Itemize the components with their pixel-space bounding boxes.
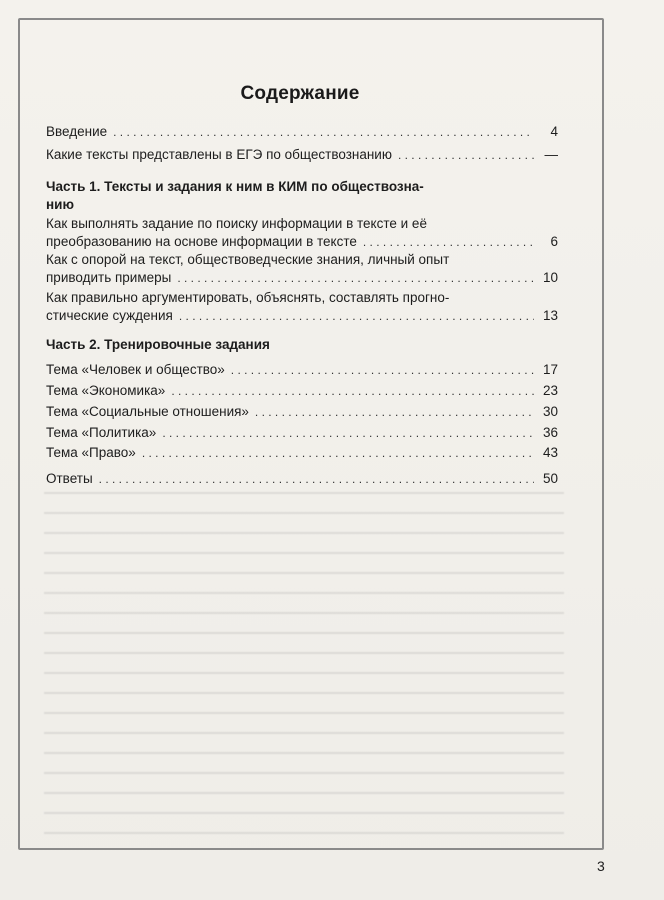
dot-leader — [162, 424, 534, 442]
toc-entry-texts-in-ege[interactable] — [46, 146, 558, 164]
toc-entry-page: 13 — [542, 308, 558, 323]
toc-entry-introduction[interactable] — [46, 123, 558, 141]
dot-leader — [179, 307, 534, 325]
dot-leader — [363, 233, 534, 251]
toc-entry-page: 50 — [542, 471, 558, 486]
toc-entry-page: 4 — [550, 124, 558, 139]
toc-entry-topic-social-relations[interactable] — [46, 403, 558, 421]
toc-entry-info-search[interactable] — [46, 215, 558, 251]
section-heading-part2: Часть 2. Тренировочные задания — [46, 337, 270, 352]
section-heading-part1 — [46, 178, 558, 214]
toc-entry-label: Ответы — [46, 471, 93, 486]
toc-entry-page: 43 — [542, 445, 558, 460]
toc-entry-topic-person-society[interactable] — [46, 361, 558, 379]
dot-leader — [231, 361, 534, 379]
dot-leader — [398, 146, 534, 164]
toc-entry-label: Как правильно аргументировать, объяснять, составлять прогно- — [46, 290, 450, 305]
toc-entry-examples[interactable] — [46, 251, 558, 287]
page-title: Содержание — [240, 83, 360, 104]
toc-entry-argumentation[interactable] — [46, 289, 558, 325]
dot-leader — [255, 403, 534, 421]
toc-entry-page: — — [544, 147, 558, 162]
toc-entry-page: 17 — [542, 362, 558, 377]
toc-entry-label: Введение — [46, 124, 108, 139]
toc-entry-page: 10 — [542, 270, 558, 285]
section-heading-line: Часть 1. Тексты и задания к ним в КИМ по обществозна- — [46, 179, 424, 194]
toc-entry-page: 30 — [542, 404, 558, 419]
toc-entry-label: Как с опорой на текст, обществоведческие знания, личный опыт — [46, 252, 450, 267]
toc-entry-page: 6 — [550, 234, 558, 249]
toc-entry-label: преобразованию на основе информации в тексте — [46, 234, 357, 249]
toc-entry-topic-economy[interactable] — [46, 382, 558, 400]
toc-entry-page: 23 — [542, 383, 558, 398]
toc-entry-topic-law[interactable] — [46, 444, 558, 462]
toc-entry-answers[interactable] — [46, 470, 558, 488]
dot-leader — [177, 269, 534, 287]
toc-entry-label: Тема «Человек и общество» — [46, 362, 225, 377]
toc-entry-label: Тема «Политика» — [46, 425, 157, 440]
section-heading-line: нию — [46, 197, 74, 212]
toc-entry-label: приводить примеры — [46, 270, 172, 285]
toc-entry-topic-politics[interactable] — [46, 424, 558, 442]
toc-entry-label: Как выполнять задание по поиску информации в тексте и её — [46, 216, 427, 231]
page-number: 3 — [597, 858, 605, 874]
dot-leader — [142, 444, 534, 462]
toc-entry-label: стические суждения — [46, 308, 173, 323]
toc-entry-label: Какие тексты представлены в ЕГЭ по обществознанию — [46, 147, 392, 162]
toc-entry-label: Тема «Социальные отношения» — [46, 404, 249, 419]
dot-leader — [113, 123, 534, 141]
toc-entry-page: 36 — [542, 425, 558, 440]
dot-leader — [99, 470, 534, 488]
toc-entry-label: Тема «Право» — [46, 445, 136, 460]
toc-entry-label: Тема «Экономика» — [46, 383, 166, 398]
dot-leader — [171, 382, 534, 400]
